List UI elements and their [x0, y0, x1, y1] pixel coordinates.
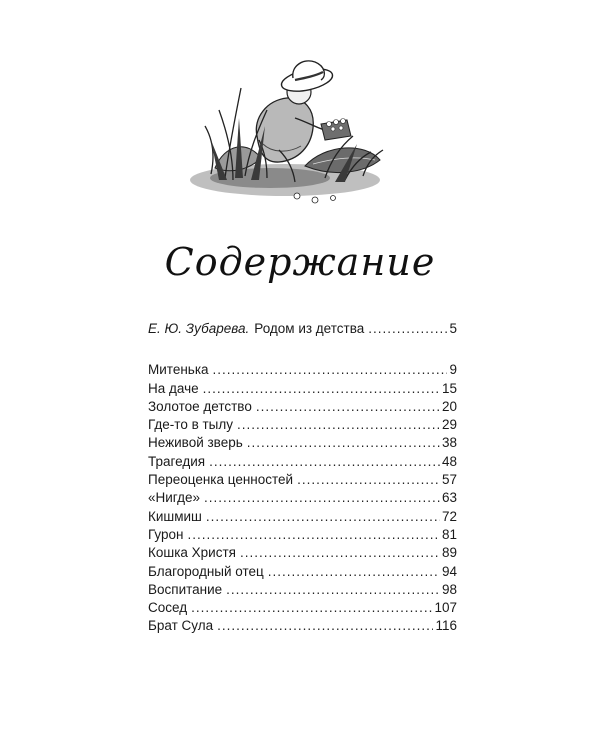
toc-entry-page-number: 98 — [441, 581, 457, 597]
toc-entries — [148, 361, 457, 635]
toc-entry-title: Переоценка ценностей — [148, 472, 294, 488]
dot-leader — [187, 526, 439, 544]
toc-entry-page-number: 48 — [441, 453, 457, 469]
dot-leader — [203, 380, 440, 398]
toc-entry-title: Кишмиш — [148, 508, 202, 524]
toc-entry-row[interactable] — [148, 453, 457, 471]
dot-leader — [368, 320, 447, 338]
toc-entry-page-number: 29 — [441, 417, 457, 433]
toc-entry-row[interactable] — [148, 434, 457, 452]
toc-entry-row[interactable] — [148, 416, 457, 434]
toc-entry-title: Гурон — [148, 526, 184, 542]
dot-leader — [191, 599, 432, 617]
toc-entry-title: Кошка Христя — [148, 545, 236, 561]
dot-leader — [297, 471, 440, 489]
toc-preface-row[interactable] — [148, 320, 457, 338]
toc-entry-page-number: 20 — [441, 398, 457, 414]
toc-entry-title: Сосед — [148, 600, 188, 616]
toc-entry-row[interactable] — [148, 544, 457, 562]
toc-entry-page-number: 81 — [441, 526, 457, 542]
toc-entry-page-number: 94 — [441, 563, 457, 579]
toc-entry-row[interactable] — [148, 581, 457, 599]
dot-leader — [206, 508, 440, 526]
toc-entry-page-number: 116 — [435, 618, 457, 634]
toc-entry-title: Неживой зверь — [148, 435, 243, 451]
toc-entry-row[interactable] — [148, 380, 457, 398]
toc-entry-row[interactable] — [148, 471, 457, 489]
toc-entry-row[interactable] — [148, 563, 457, 581]
table-of-contents — [148, 320, 457, 636]
spacer — [148, 338, 457, 361]
toc-entry-row[interactable] — [148, 489, 457, 507]
toc-entry-title: Где-то в тылу — [148, 417, 234, 433]
toc-entry-page-number: 57 — [441, 472, 457, 488]
dot-leader — [247, 434, 440, 452]
toc-entry-page-number: 107 — [434, 600, 457, 616]
preface-title: Родом из детства — [254, 321, 365, 336]
toc-entry-title: «Нигде» — [148, 490, 201, 506]
toc-entry-page-number: 38 — [441, 435, 457, 451]
child-in-grass-illustration — [175, 48, 395, 213]
dot-leader — [213, 361, 448, 379]
toc-entry-title: Митенька — [148, 362, 209, 378]
dot-leader — [209, 453, 440, 471]
preface-page-number: 5 — [449, 321, 457, 336]
toc-entry-row[interactable] — [148, 599, 457, 617]
dot-leader — [226, 581, 440, 599]
toc-entry-page-number: 15 — [441, 380, 457, 396]
toc-entry-row[interactable] — [148, 361, 457, 379]
preface-author: Е. Ю. Зубарева. — [148, 321, 250, 336]
toc-entry-title: Трагедия — [148, 453, 206, 469]
dot-leader — [268, 563, 440, 581]
dot-leader — [204, 489, 440, 507]
toc-entry-row[interactable] — [148, 526, 457, 544]
toc-entry-title: Золотое детство — [148, 398, 252, 414]
dot-leader — [240, 544, 440, 562]
toc-entry-page-number: 72 — [441, 508, 457, 524]
toc-entry-title: На даче — [148, 380, 199, 396]
dot-leader — [217, 617, 433, 635]
dot-leader — [256, 398, 440, 416]
toc-entry-row[interactable] — [148, 617, 457, 635]
toc-entry-title: Воспитание — [148, 581, 223, 597]
page-title: Содержание — [164, 240, 436, 284]
toc-entry-title: Брат Сула — [148, 618, 214, 634]
toc-entry-row[interactable] — [148, 398, 457, 416]
toc-entry-page-number: 9 — [449, 362, 457, 378]
toc-entry-page-number: 89 — [441, 545, 457, 561]
dot-leader — [237, 416, 440, 434]
toc-entry-row[interactable] — [148, 508, 457, 526]
toc-entry-title: Благородный отец — [148, 563, 264, 579]
toc-entry-page-number: 63 — [441, 490, 457, 506]
